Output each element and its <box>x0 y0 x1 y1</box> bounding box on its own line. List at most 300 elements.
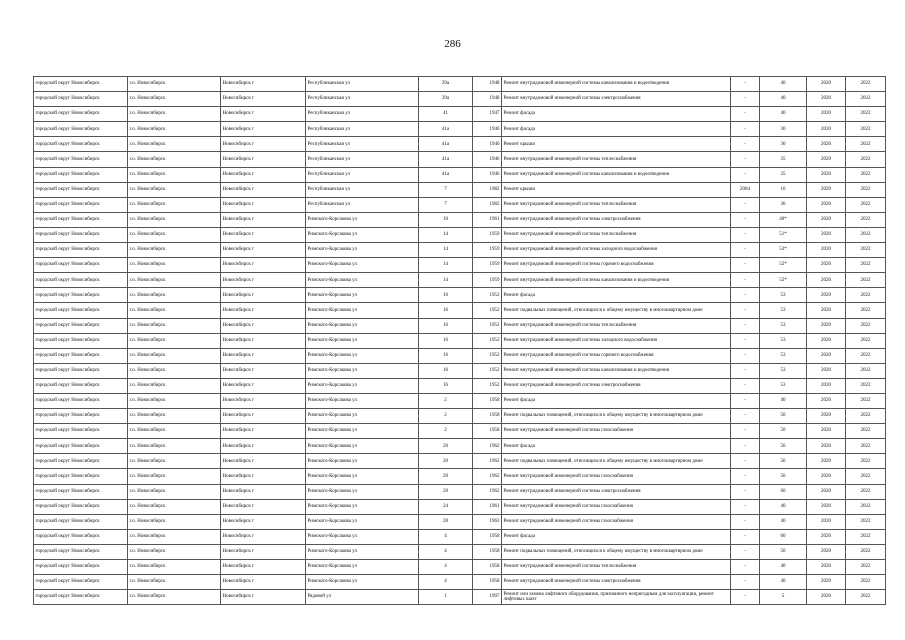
service-life-cell: 51* <box>760 227 807 242</box>
previous-repair-year-cell: - <box>731 273 760 288</box>
service-life-cell: 52* <box>760 258 807 273</box>
construction-year-cell: 1946 <box>473 167 502 182</box>
locality-cell: Новосибирск г <box>221 439 306 454</box>
end-year-cell: 2022 <box>846 439 886 454</box>
table-row <box>34 273 886 288</box>
start-year-cell: 2020 <box>807 484 846 499</box>
locality-cell: Новосибирск г <box>221 197 306 212</box>
service-life-cell: 36 <box>760 197 807 212</box>
end-year-cell: 2022 <box>846 167 886 182</box>
service-life-cell: 35 <box>760 167 807 182</box>
municipality-cell: г.о. Новосибирск <box>128 182 221 197</box>
work-type-cell: Ремонт фасада <box>502 529 731 544</box>
municipality-cell: г.о. Новосибирск <box>128 348 221 363</box>
previous-repair-year-cell: - <box>731 363 760 378</box>
street-cell: Республиканская ул <box>306 92 419 107</box>
district-cell: городской округ Новосибирск <box>34 378 128 393</box>
previous-repair-year-cell: - <box>731 348 760 363</box>
locality-cell: Новосибирск г <box>221 212 306 227</box>
start-year-cell: 2020 <box>807 378 846 393</box>
work-type-cell: Ремонт внутридомовой инженерной системы электроснабжения <box>502 92 731 107</box>
previous-repair-year-cell: 2004 <box>731 182 760 197</box>
district-cell: городской округ Новосибирск <box>34 137 128 152</box>
table-row <box>34 529 886 544</box>
table-row <box>34 77 886 92</box>
district-cell: городской округ Новосибирск <box>34 333 128 348</box>
construction-year-cell: 1959 <box>473 273 502 288</box>
construction-year-cell: 1962 <box>473 484 502 499</box>
locality-cell: Новосибирск г <box>221 590 306 605</box>
start-year-cell: 2020 <box>807 182 846 197</box>
start-year-cell: 2020 <box>807 92 846 107</box>
end-year-cell: 2022 <box>846 303 886 318</box>
work-type-cell: Ремонт внутридомовой инженерной системы газоснабжения <box>502 499 731 514</box>
previous-repair-year-cell: - <box>731 424 760 439</box>
construction-year-cell: 1952 <box>473 363 502 378</box>
start-year-cell: 2020 <box>807 318 846 333</box>
district-cell: городской округ Новосибирск <box>34 454 128 469</box>
house-number-cell: 16 <box>419 318 473 333</box>
municipality-cell: г.о. Новосибирск <box>128 469 221 484</box>
table-row <box>34 318 886 333</box>
street-cell: Римского-Корсакова ул <box>306 469 419 484</box>
service-life-cell: 53 <box>760 318 807 333</box>
table-row <box>34 288 886 303</box>
district-cell: городской округ Новосибирск <box>34 303 128 318</box>
page-number: 286 <box>444 38 461 50</box>
locality-cell: Новосибирск г <box>221 514 306 529</box>
district-cell: городской округ Новосибирск <box>34 439 128 454</box>
work-type-cell: Ремонт внутридомовой инженерной системы холодного водоснабжения <box>502 333 731 348</box>
start-year-cell: 2020 <box>807 439 846 454</box>
municipality-cell: г.о. Новосибирск <box>128 424 221 439</box>
service-life-cell: 40 <box>760 92 807 107</box>
end-year-cell: 2022 <box>846 182 886 197</box>
construction-year-cell: 1958 <box>473 529 502 544</box>
street-cell: Римского-Корсакова ул <box>306 318 419 333</box>
locality-cell: Новосибирск г <box>221 167 306 182</box>
locality-cell: Новосибирск г <box>221 560 306 575</box>
table-row <box>34 167 886 182</box>
previous-repair-year-cell: - <box>731 137 760 152</box>
table-row <box>34 469 886 484</box>
municipality-cell: г.о. Новосибирск <box>128 393 221 408</box>
district-cell: городской округ Новосибирск <box>34 227 128 242</box>
construction-year-cell: 1962 <box>473 469 502 484</box>
construction-year-cell: 1952 <box>473 288 502 303</box>
end-year-cell: 2022 <box>846 197 886 212</box>
municipality-cell: г.о. Новосибирск <box>128 544 221 559</box>
start-year-cell: 2020 <box>807 393 846 408</box>
work-type-cell: Ремонт внутридомовой инженерной системы холодного водоснабжения <box>502 243 731 258</box>
street-cell: Республиканская ул <box>306 152 419 167</box>
house-number-cell: 16 <box>419 333 473 348</box>
district-cell: городской округ Новосибирск <box>34 560 128 575</box>
construction-year-cell: 1959 <box>473 243 502 258</box>
service-life-cell: 60 <box>760 529 807 544</box>
house-number-cell: 16 <box>419 303 473 318</box>
work-type-cell: Ремонт внутридомовой инженерной системы электроснабжения <box>502 212 731 227</box>
previous-repair-year-cell: - <box>731 197 760 212</box>
previous-repair-year-cell: - <box>731 378 760 393</box>
street-cell: Республиканская ул <box>306 197 419 212</box>
start-year-cell: 2020 <box>807 167 846 182</box>
table-row <box>34 197 886 212</box>
locality-cell: Новосибирск г <box>221 227 306 242</box>
work-type-cell: Ремонт фасада <box>502 439 731 454</box>
work-type-cell: Ремонт внутридомовой инженерной системы теплоснабжения <box>502 197 731 212</box>
work-type-cell: Ремонт внутридомовой инженерной системы горячего водоснабжения <box>502 258 731 273</box>
district-cell: городской округ Новосибирск <box>34 544 128 559</box>
service-life-cell: 40 <box>760 560 807 575</box>
end-year-cell: 2022 <box>846 544 886 559</box>
street-cell: Республиканская ул <box>306 77 419 92</box>
end-year-cell: 2022 <box>846 409 886 424</box>
municipality-cell: г.о. Новосибирск <box>128 77 221 92</box>
end-year-cell: 2022 <box>846 560 886 575</box>
construction-year-cell: 1962 <box>473 454 502 469</box>
district-cell: городской округ Новосибирск <box>34 363 128 378</box>
house-number-cell: 28 <box>419 514 473 529</box>
work-type-cell: Ремонт внутридомовой инженерной системы газоснабжения <box>502 469 731 484</box>
work-type-cell: Ремонт крыши <box>502 182 731 197</box>
district-cell: городской округ Новосибирск <box>34 152 128 167</box>
street-cell: Римского-Корсакова ул <box>306 454 419 469</box>
previous-repair-year-cell: - <box>731 288 760 303</box>
municipality-cell: г.о. Новосибирск <box>128 273 221 288</box>
construction-year-cell: 1952 <box>473 333 502 348</box>
street-cell: Римского-Корсакова ул <box>306 363 419 378</box>
street-cell: Римского-Корсакова ул <box>306 409 419 424</box>
end-year-cell: 2022 <box>846 333 886 348</box>
table-row <box>34 575 886 590</box>
district-cell: городской округ Новосибирск <box>34 288 128 303</box>
previous-repair-year-cell: - <box>731 393 760 408</box>
district-cell: городской округ Новосибирск <box>34 409 128 424</box>
street-cell: Римского-Корсакова ул <box>306 560 419 575</box>
municipality-cell: г.о. Новосибирск <box>128 303 221 318</box>
municipality-cell: г.о. Новосибирск <box>128 439 221 454</box>
repair-schedule-table <box>33 76 886 605</box>
construction-year-cell: 1946 <box>473 122 502 137</box>
construction-year-cell: 1958 <box>473 560 502 575</box>
start-year-cell: 2020 <box>807 212 846 227</box>
service-life-cell: 40 <box>760 575 807 590</box>
street-cell: Рядовой ул <box>306 590 419 605</box>
previous-repair-year-cell: - <box>731 409 760 424</box>
construction-year-cell: 1959 <box>473 227 502 242</box>
street-cell: Римского-Корсакова ул <box>306 288 419 303</box>
locality-cell: Новосибирск г <box>221 137 306 152</box>
table-row <box>34 107 886 122</box>
end-year-cell: 2022 <box>846 514 886 529</box>
table-row <box>34 454 886 469</box>
start-year-cell: 2020 <box>807 137 846 152</box>
house-number-cell: 16 <box>419 363 473 378</box>
house-number-cell: 41а <box>419 152 473 167</box>
municipality-cell: г.о. Новосибирск <box>128 137 221 152</box>
previous-repair-year-cell: - <box>731 333 760 348</box>
table-row <box>34 363 886 378</box>
district-cell: городской округ Новосибирск <box>34 590 128 605</box>
previous-repair-year-cell: - <box>731 514 760 529</box>
table-row <box>34 258 886 273</box>
work-type-cell: Ремонт внутридомовой инженерной системы теплоснабжения <box>502 227 731 242</box>
construction-year-cell: 1958 <box>473 424 502 439</box>
table-row <box>34 333 886 348</box>
work-type-cell: Ремонт внутридомовой инженерной системы электроснабжения <box>502 378 731 393</box>
municipality-cell: г.о. Новосибирск <box>128 409 221 424</box>
district-cell: городской округ Новосибирск <box>34 514 128 529</box>
house-number-cell: 20 <box>419 439 473 454</box>
service-life-cell: 50 <box>760 544 807 559</box>
work-type-cell: Ремонт внутридомовой инженерной системы теплоснабжения <box>502 318 731 333</box>
street-cell: Римского-Корсакова ул <box>306 529 419 544</box>
previous-repair-year-cell: - <box>731 258 760 273</box>
construction-year-cell: 1952 <box>473 378 502 393</box>
end-year-cell: 2022 <box>846 348 886 363</box>
street-cell: Римского-Корсакова ул <box>306 424 419 439</box>
table-row <box>34 182 886 197</box>
table-row <box>34 122 886 137</box>
work-type-cell: Ремонт фасада <box>502 393 731 408</box>
house-number-cell: 7 <box>419 182 473 197</box>
municipality-cell: г.о. Новосибирск <box>128 560 221 575</box>
street-cell: Республиканская ул <box>306 107 419 122</box>
house-number-cell: 24 <box>419 499 473 514</box>
house-number-cell: 14 <box>419 243 473 258</box>
work-type-cell: Ремонт внутридомовой инженерной системы канализования и водоотведения <box>502 77 731 92</box>
street-cell: Римского-Корсакова ул <box>306 273 419 288</box>
house-number-cell: 4 <box>419 529 473 544</box>
end-year-cell: 2022 <box>846 484 886 499</box>
house-number-cell: 16 <box>419 348 473 363</box>
street-cell: Римского-Корсакова ул <box>306 439 419 454</box>
start-year-cell: 2020 <box>807 273 846 288</box>
district-cell: городской округ Новосибирск <box>34 212 128 227</box>
construction-year-cell: 1952 <box>473 348 502 363</box>
construction-year-cell: 1958 <box>473 409 502 424</box>
locality-cell: Новосибирск г <box>221 152 306 167</box>
table-row <box>34 424 886 439</box>
service-life-cell: 53 <box>760 303 807 318</box>
end-year-cell: 2022 <box>846 137 886 152</box>
work-type-cell: Ремонт внутридомовой инженерной системы канализования и водоотведения <box>502 363 731 378</box>
house-number-cell: 14 <box>419 258 473 273</box>
house-number-cell: 39а <box>419 77 473 92</box>
locality-cell: Новосибирск г <box>221 424 306 439</box>
service-life-cell: 53 <box>760 288 807 303</box>
work-type-cell: Ремонт внутридомовой инженерной системы теплоснабжения <box>502 560 731 575</box>
locality-cell: Новосибирск г <box>221 484 306 499</box>
previous-repair-year-cell: - <box>731 575 760 590</box>
start-year-cell: 2020 <box>807 152 846 167</box>
start-year-cell: 2020 <box>807 258 846 273</box>
locality-cell: Новосибирск г <box>221 529 306 544</box>
end-year-cell: 2022 <box>846 454 886 469</box>
house-number-cell: 41а <box>419 137 473 152</box>
house-number-cell: 41а <box>419 167 473 182</box>
work-type-cell: Ремонт внутридомовой инженерной системы газоснабжения <box>502 424 731 439</box>
work-type-cell: Ремонт фасада <box>502 107 731 122</box>
locality-cell: Новосибирск г <box>221 92 306 107</box>
house-number-cell: 16 <box>419 288 473 303</box>
start-year-cell: 2020 <box>807 544 846 559</box>
street-cell: Римского-Корсакова ул <box>306 575 419 590</box>
municipality-cell: г.о. Новосибирск <box>128 318 221 333</box>
end-year-cell: 2022 <box>846 363 886 378</box>
service-life-cell: 52* <box>760 273 807 288</box>
work-type-cell: Ремонт внутридомовой инженерной системы газоснабжения <box>502 514 731 529</box>
construction-year-cell: 1982 <box>473 197 502 212</box>
start-year-cell: 2020 <box>807 529 846 544</box>
municipality-cell: г.о. Новосибирск <box>128 529 221 544</box>
previous-repair-year-cell: - <box>731 560 760 575</box>
municipality-cell: г.о. Новосибирск <box>128 590 221 605</box>
previous-repair-year-cell: - <box>731 318 760 333</box>
construction-year-cell: 1948 <box>473 77 502 92</box>
end-year-cell: 2022 <box>846 243 886 258</box>
house-number-cell: 16 <box>419 378 473 393</box>
service-life-cell: 53 <box>760 333 807 348</box>
previous-repair-year-cell: - <box>731 454 760 469</box>
house-number-cell: 4 <box>419 544 473 559</box>
previous-repair-year-cell: - <box>731 167 760 182</box>
work-type-cell: Ремонт внутридомовой инженерной системы электроснабжения <box>502 575 731 590</box>
end-year-cell: 2022 <box>846 469 886 484</box>
municipality-cell: г.о. Новосибирск <box>128 197 221 212</box>
end-year-cell: 2022 <box>846 122 886 137</box>
municipality-cell: г.о. Новосибирск <box>128 454 221 469</box>
construction-year-cell: 1982 <box>473 182 502 197</box>
construction-year-cell: 1958 <box>473 544 502 559</box>
district-cell: городской округ Новосибирск <box>34 107 128 122</box>
end-year-cell: 2022 <box>846 273 886 288</box>
start-year-cell: 2020 <box>807 77 846 92</box>
work-type-cell: Ремонт подвальных помещений, относящихся к общему имуществу в многоквартирном доме <box>502 454 731 469</box>
district-cell: городской округ Новосибирск <box>34 499 128 514</box>
house-number-cell: 2 <box>419 424 473 439</box>
district-cell: городской округ Новосибирск <box>34 484 128 499</box>
municipality-cell: г.о. Новосибирск <box>128 167 221 182</box>
service-life-cell: 53* <box>760 243 807 258</box>
start-year-cell: 2020 <box>807 560 846 575</box>
house-number-cell: 10 <box>419 212 473 227</box>
house-number-cell: 14 <box>419 227 473 242</box>
district-cell: городской округ Новосибирск <box>34 243 128 258</box>
construction-year-cell: 1959 <box>473 258 502 273</box>
locality-cell: Новосибирск г <box>221 454 306 469</box>
district-cell: городской округ Новосибирск <box>34 393 128 408</box>
municipality-cell: г.о. Новосибирск <box>128 378 221 393</box>
house-number-cell: 20 <box>419 469 473 484</box>
house-number-cell: 20 <box>419 454 473 469</box>
end-year-cell: 2022 <box>846 258 886 273</box>
service-life-cell: 56 <box>760 439 807 454</box>
end-year-cell: 2022 <box>846 227 886 242</box>
construction-year-cell: 1958 <box>473 393 502 408</box>
street-cell: Римского-Корсакова ул <box>306 303 419 318</box>
service-life-cell: 5 <box>760 590 807 605</box>
municipality-cell: г.о. Новосибирск <box>128 363 221 378</box>
district-cell: городской округ Новосибирск <box>34 167 128 182</box>
end-year-cell: 2022 <box>846 575 886 590</box>
street-cell: Республиканская ул <box>306 122 419 137</box>
street-cell: Республиканская ул <box>306 167 419 182</box>
previous-repair-year-cell: - <box>731 529 760 544</box>
construction-year-cell: 1947 <box>473 107 502 122</box>
start-year-cell: 2020 <box>807 499 846 514</box>
service-life-cell: 40 <box>760 499 807 514</box>
municipality-cell: г.о. Новосибирск <box>128 575 221 590</box>
end-year-cell: 2022 <box>846 107 886 122</box>
district-cell: городской округ Новосибирск <box>34 122 128 137</box>
previous-repair-year-cell: - <box>731 152 760 167</box>
construction-year-cell: 1997 <box>473 590 502 605</box>
service-life-cell: 56 <box>760 454 807 469</box>
previous-repair-year-cell: - <box>731 484 760 499</box>
start-year-cell: 2020 <box>807 197 846 212</box>
service-life-cell: 53 <box>760 348 807 363</box>
table-row <box>34 227 886 242</box>
street-cell: Римского-Корсакова ул <box>306 514 419 529</box>
start-year-cell: 2020 <box>807 424 846 439</box>
table-row <box>34 409 886 424</box>
municipality-cell: г.о. Новосибирск <box>128 212 221 227</box>
locality-cell: Новосибирск г <box>221 348 306 363</box>
locality-cell: Новосибирск г <box>221 122 306 137</box>
house-number-cell: 39а <box>419 92 473 107</box>
service-life-cell: 56 <box>760 469 807 484</box>
previous-repair-year-cell: - <box>731 122 760 137</box>
table-row <box>34 348 886 363</box>
street-cell: Римского-Корсакова ул <box>306 484 419 499</box>
end-year-cell: 2022 <box>846 590 886 605</box>
work-type-cell: Ремонт внутридомовой инженерной системы канализования и водоотведения <box>502 273 731 288</box>
construction-year-cell: 1946 <box>473 152 502 167</box>
municipality-cell: г.о. Новосибирск <box>128 514 221 529</box>
construction-year-cell: 1948 <box>473 92 502 107</box>
work-type-cell: Ремонт или замена лифтового оборудования, признанного непригодным для эксплуатации, ремонт лифтовых шахт <box>502 590 731 605</box>
table-row <box>34 393 886 408</box>
service-life-cell: 40 <box>760 393 807 408</box>
locality-cell: Новосибирск г <box>221 77 306 92</box>
service-life-cell: 50 <box>760 409 807 424</box>
street-cell: Римского-Корсакова ул <box>306 258 419 273</box>
service-life-cell: 30 <box>760 122 807 137</box>
table-row <box>34 212 886 227</box>
table-row <box>34 378 886 393</box>
locality-cell: Новосибирск г <box>221 469 306 484</box>
service-life-cell: 50 <box>760 424 807 439</box>
street-cell: Римского-Корсакова ул <box>306 499 419 514</box>
start-year-cell: 2020 <box>807 303 846 318</box>
construction-year-cell: 1961 <box>473 212 502 227</box>
previous-repair-year-cell: - <box>731 107 760 122</box>
end-year-cell: 2022 <box>846 92 886 107</box>
previous-repair-year-cell: - <box>731 92 760 107</box>
work-type-cell: Ремонт внутридомовой инженерной системы канализования и водоотведения <box>502 167 731 182</box>
previous-repair-year-cell: - <box>731 590 760 605</box>
house-number-cell: 2 <box>419 393 473 408</box>
district-cell: городской округ Новосибирск <box>34 575 128 590</box>
end-year-cell: 2022 <box>846 378 886 393</box>
table-row <box>34 484 886 499</box>
end-year-cell: 2022 <box>846 529 886 544</box>
table-row <box>34 439 886 454</box>
street-cell: Римского-Корсакова ул <box>306 212 419 227</box>
previous-repair-year-cell: - <box>731 227 760 242</box>
